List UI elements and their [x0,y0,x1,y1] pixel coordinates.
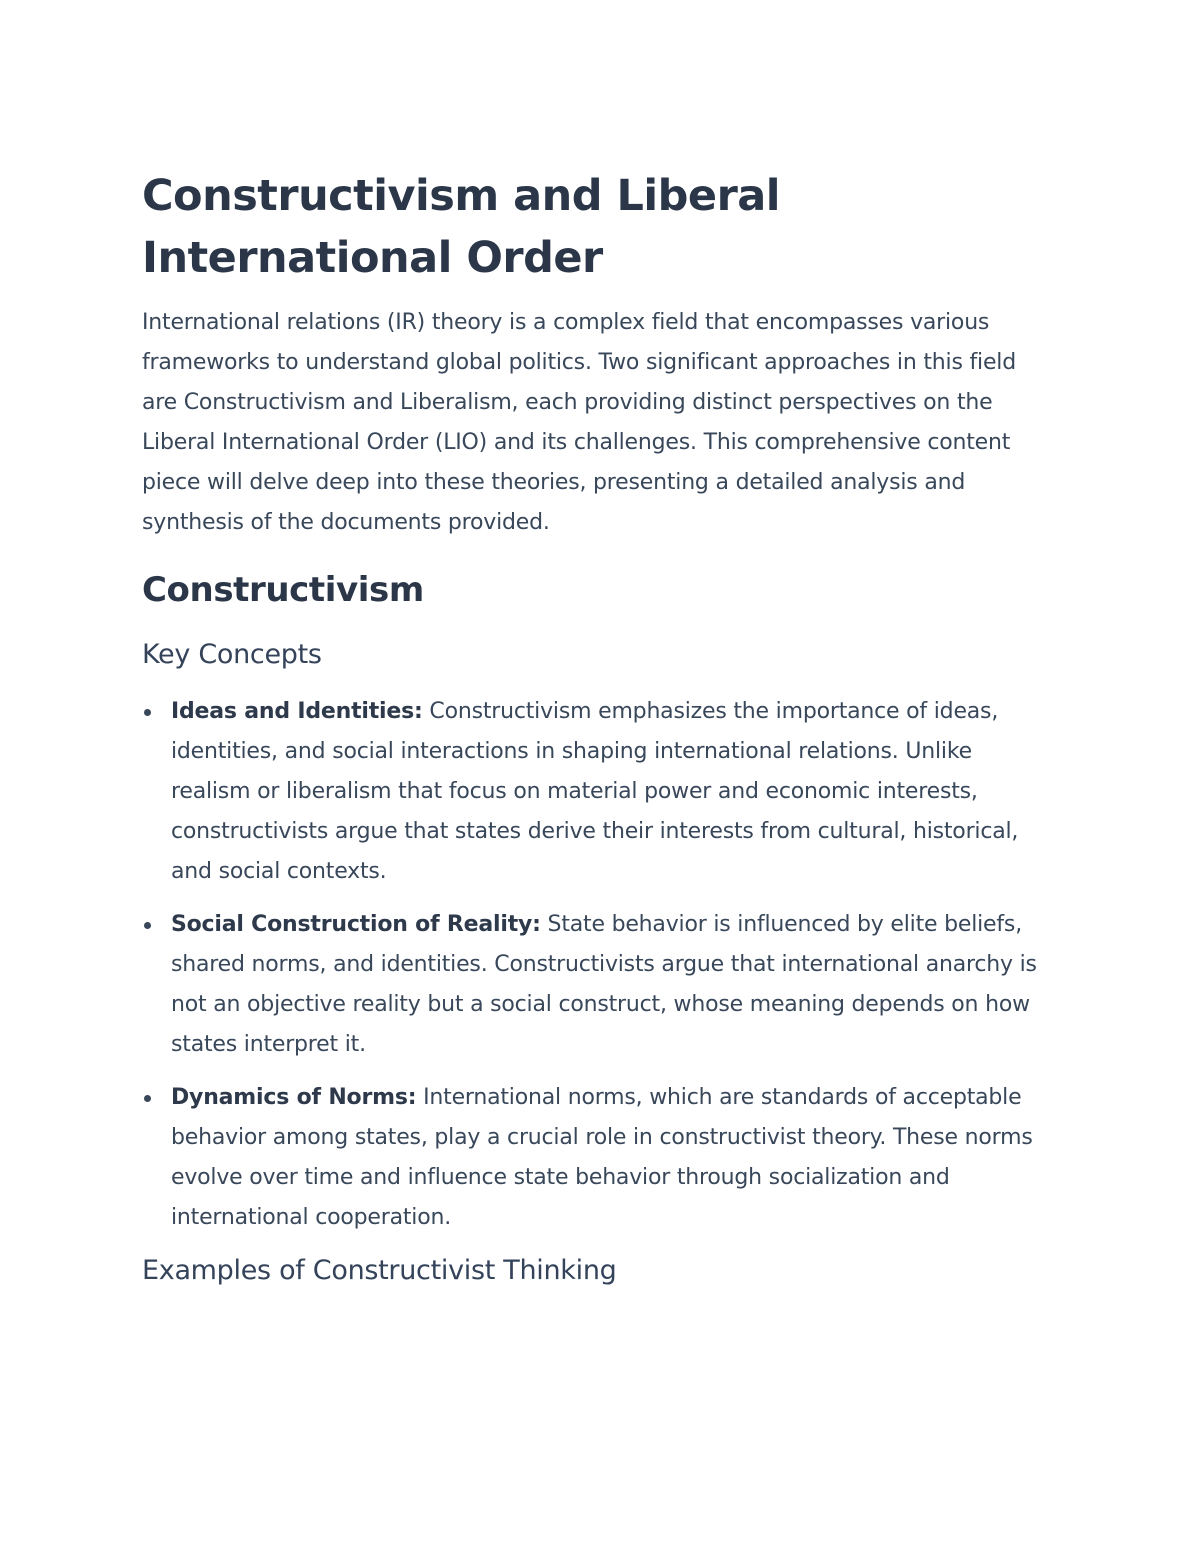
bullet-text: State behavior is influenced by elite beliefs, shared norms, and identities. Constructivists argue that international anarchy is not an objective reality but a social construct, whose meaning depends on how states interpret it. [171,912,1037,1057]
bullet-term: Ideas and Identities: [171,699,423,724]
list-item [142,905,1057,1065]
bullet-text: Constructivism emphasizes the importance of ideas, identities, and social interactions in shaping international relations. Unlike realism or liberalism that focus on material power and economic interests, constructivists argue that states derive their interests from cultural, historical, and social contexts. [171,699,1019,884]
key-concepts-list [142,692,1057,1238]
document-title: Constructivism and Liberal International Order [142,171,781,283]
bullet-icon [144,1095,151,1102]
subheading-examples: Examples of Constructivist Thinking [142,1255,617,1286]
bullet-term: Social Construction of Reality: [171,912,541,937]
intro-paragraph: International relations (IR) theory is a complex field that encompasses various frameworks to understand global politics. Two significant approaches in this field are Constructivism and Liberalism, each providing distinct perspectives on the Liberal International Order (LIO) and its challenges. This comprehensive content piece will delve deep into these theories, presenting a detailed analysis and synthesis of the documents provided. [142,310,1016,535]
document-page [142,165,1057,1291]
section-heading-constructivism: Constructivism [142,570,424,610]
subheading-key-concepts: Key Concepts [142,639,322,670]
list-item [142,692,1057,892]
bullet-icon [144,922,151,929]
list-item [142,1078,1057,1238]
bullet-term: Dynamics of Norms: [171,1085,417,1110]
bullet-text: International norms, which are standards of acceptable behavior among states, play a crucial role in constructivist theory. These norms evolve over time and influence state behavior through socialization and international cooperation. [171,1085,1033,1230]
bullet-icon [144,709,151,716]
